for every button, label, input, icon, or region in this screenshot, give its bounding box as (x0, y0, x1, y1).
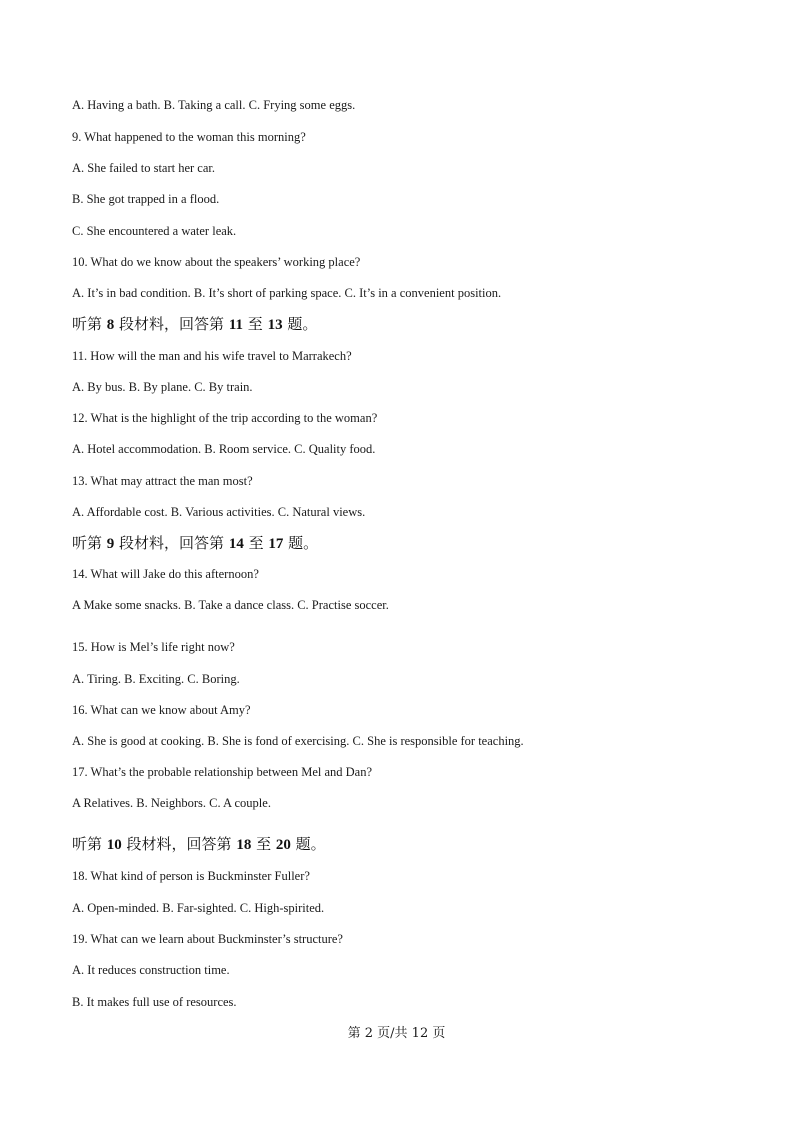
heading-text: 题。 (290, 835, 326, 853)
heading-text: 段材料，回答第 (114, 315, 229, 333)
q16-question: 16. What can we know about Amy? (72, 703, 251, 717)
heading-text: 至 (243, 315, 268, 333)
heading-number: 17 (268, 536, 284, 552)
q9-option-b: B. She got trapped in a flood. (72, 192, 220, 206)
heading-text: 题。 (282, 315, 318, 333)
page-number-footer: 第 2 页/共 12 页 (347, 1026, 446, 1041)
heading-number: 10 (106, 837, 122, 853)
q14-question: 14. What will Jake do this afternoon? (72, 567, 259, 581)
section-heading-9 (72, 534, 318, 553)
heading-number: 13 (267, 317, 283, 333)
heading-text: 段材料，回答第 (114, 534, 229, 552)
q19-question: 19. What can we learn about Buckminster’s structure? (72, 932, 343, 946)
heading-text: 至 (243, 534, 269, 552)
q17-question: 17. What’s the probable relationship between Mel and Dan? (72, 765, 373, 779)
heading-number: 9 (106, 536, 115, 552)
q8-options: A. Having a bath. B. Taking a call. C. Frying some eggs. (72, 98, 356, 112)
q18-options: A. Open-minded. B. Far-sighted. C. High-spirited. (72, 901, 325, 915)
q12-options: A. Hotel accommodation. B. Room service. C. Quality food. (72, 442, 376, 456)
q10-options: A. It’s in bad condition. B. It’s short of parking space. C. It’s in a convenient position. (72, 286, 502, 300)
q10-question: 10. What do we know about the speakers’ working place? (72, 255, 361, 269)
q15-question: 15. How is Mel’s life right now? (72, 640, 235, 654)
q14-options: A Make some snacks. B. Take a dance class. C. Practise soccer. (72, 598, 389, 612)
heading-number: 8 (106, 317, 115, 333)
heading-text: 听第 (72, 534, 107, 552)
heading-number: 11 (228, 317, 244, 333)
q19-option-a: A. It reduces construction time. (72, 963, 230, 977)
heading-text: 听第 (72, 315, 107, 333)
heading-text: 听第 (72, 835, 107, 853)
q11-question: 11. How will the man and his wife travel to Marrakech? (72, 349, 352, 363)
q16-options: A. She is good at cooking. B. She is fond of exercising. C. She is responsible for teaching. (72, 734, 524, 748)
section-heading-10 (72, 835, 326, 854)
q13-question: 13. What may attract the man most? (72, 474, 253, 488)
section-heading-8 (72, 315, 317, 334)
q11-options: A. By bus. B. By plane. C. By train. (72, 380, 253, 394)
q9-option-a: A. She failed to start her car. (72, 161, 216, 175)
heading-text: 段材料，回答第 (121, 835, 237, 853)
q9-option-c: C. She encountered a water leak. (72, 224, 237, 238)
q19-option-b: B. It makes full use of resources. (72, 995, 237, 1009)
heading-text: 题。 (283, 534, 319, 552)
heading-number: 20 (275, 837, 291, 853)
q9-question: 9. What happened to the woman this morning? (72, 130, 306, 144)
q13-options: A. Affordable cost. B. Various activities. C. Natural views. (72, 505, 366, 519)
heading-number: 14 (228, 536, 244, 552)
q18-question: 18. What kind of person is Buckminster Fuller? (72, 869, 310, 883)
q12-question: 12. What is the highlight of the trip according to the woman? (72, 411, 378, 425)
q15-options: A. Tiring. B. Exciting. C. Boring. (72, 672, 240, 686)
q17-options: A Relatives. B. Neighbors. C. A couple. (72, 796, 271, 810)
heading-number: 18 (236, 837, 252, 853)
heading-text: 至 (251, 835, 276, 853)
